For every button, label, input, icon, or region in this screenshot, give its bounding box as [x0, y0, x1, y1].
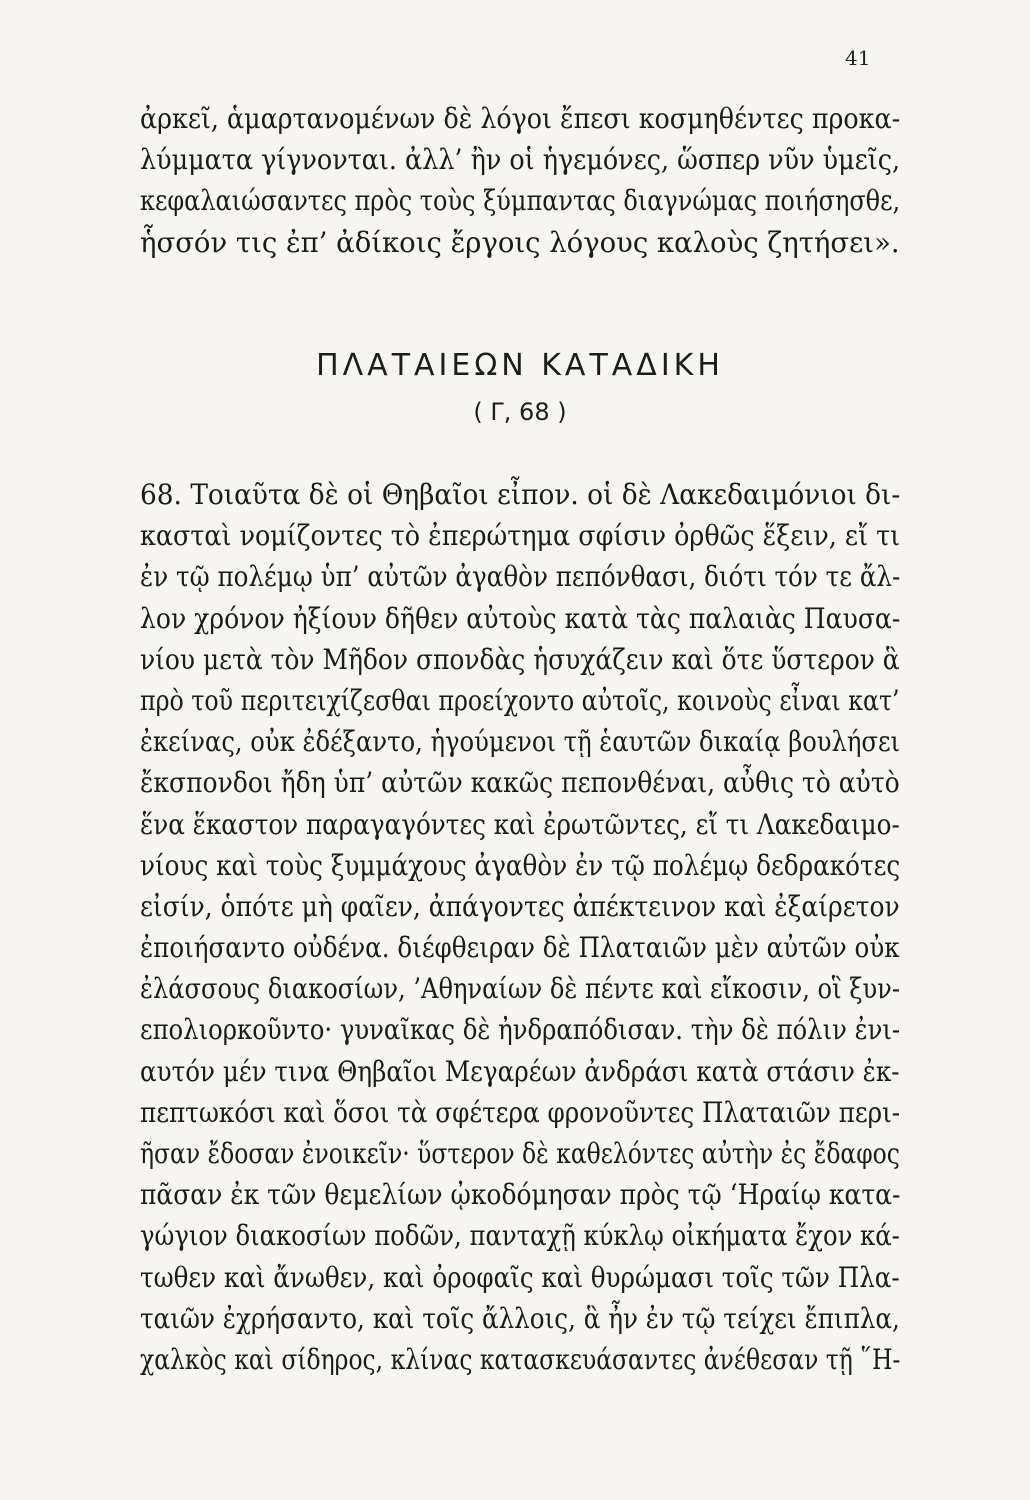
line-text: ἕνα ἕκαστον παραγαγόντες καὶ ἐρωτῶντες, εἴ τι Λακεδαιμο- [140, 807, 900, 841]
text-line [140, 515, 900, 556]
line-text: ἐκείνας, οὐκ ἐδέξαντο, ἡγούμενοι τῇ ἑαυτῶν δικαίᾳ βουλήσει [140, 725, 901, 759]
line-text: επολιορκοῦντο· γυναῖκας δὲ ἠνδραπόδισαν. τὴν δὲ πόλιν ἐνι- [140, 1013, 901, 1047]
text-line [140, 1215, 900, 1256]
line-text: τωθεν καὶ ἄνωθεν, καὶ ὀροφαῖς καὶ θυρώμασι τοῖς τῶν Πλα- [140, 1260, 900, 1294]
text-line [140, 1092, 900, 1133]
line-text: νίους καὶ τοὺς ξυμμάχους ἀγαθὸν ἐν τῷ πολέμῳ δεδρακότες [140, 848, 901, 882]
text-line [140, 721, 900, 762]
text-line [140, 804, 900, 845]
line-text: ἔκσπονδοι ἤδη ὑπ’ αὐτῶν κακῶς πεπονθέναι, αὖθις τὸ αὐτὸ [140, 766, 900, 800]
text-line [140, 927, 900, 968]
line-text: ἀρκεῖ, ἁμαρτανομένων δὲ λόγοι ἔπεσι κοσμηθέντες προκα- [140, 102, 901, 135]
section-body [140, 474, 900, 1380]
text-line [140, 1174, 900, 1215]
page-number: 41 [845, 46, 871, 70]
text-line [140, 222, 900, 263]
line-text: κεφαλαιώσαντες πρὸς τοὺς ξύμπαντας διαγνώμας ποιήσησθε, [140, 184, 901, 218]
text-line [140, 1257, 900, 1298]
line-text: λον χρόνον ἠξίουν δῆθεν αὐτοὺς κατὰ τὰς παλαιὰς Παυσα- [140, 601, 901, 635]
text-line [140, 556, 900, 597]
line-text: πεπτωκόσι καὶ ὅσοι τὰ σφέτερα φρονοῦντες Πλαταιῶν περι- [140, 1095, 901, 1129]
text-line [140, 886, 900, 927]
line-text: ταιῶν ἐχρήσαντο, καὶ τοῖς ἄλλοις, ἃ ἦν ἐν τῷ τείχει ἔπιπλα, [140, 1301, 900, 1335]
line-text: αυτόν μέν τινα Θηβαῖοι Μεγαρέων ἀνδράσι κατὰ στάσιν ἐκ- [140, 1054, 900, 1088]
line-text: νίου μετὰ τὸν Μῆδον σπονδὰς ἡσυχάζειν καὶ ὅτε ὕστερον ἃ [140, 642, 900, 676]
line-text: ἐποιήσαντο οὐδένα. διέφθειραν δὲ Πλαταιῶν μὲν αὐτῶν οὐκ [140, 931, 900, 965]
line-text: ἐλάσσους διακοσίων, ’Αθηναίων δὲ πέντε καὶ εἴκοσιν, οἳ ξυν- [140, 972, 900, 1006]
line-text: ῆσαν ἔδοσαν ἐνοικεῖν· ὕστερον δὲ καθελόντες αὐτὴν ἐς ἔδαφος [140, 1137, 900, 1170]
text-line [140, 680, 900, 721]
line-text: λύμματα γίγνονται. ἀλλ’ ἢν οἱ ἡγεμόνες, ὥσπερ νῦν ὑμεῖς, [140, 143, 901, 177]
text-line [140, 598, 900, 639]
line-text: πᾶσαν ἐκ τῶν θεμελίων ᾠκοδόμησαν πρὸς τῷ ‘Ηραίῳ κατα- [140, 1178, 901, 1212]
text-line [140, 98, 900, 139]
line-text: χαλκὸς καὶ σίδηρος, κλίνας κατασκευάσαντες ἀνέθεσαν τῇ ῞Η- [140, 1342, 901, 1376]
text-line [140, 474, 900, 515]
text-line [140, 139, 900, 180]
text-line [140, 639, 900, 680]
line-text: ἧσσόν τις ἐπ’ ἀδίκοις ἔργοις λόγους καλοὺς ζητήσει». [140, 225, 900, 259]
text-line [140, 1339, 900, 1380]
text-line [140, 1133, 900, 1174]
section-reference: ( Γ, 68 ) [473, 398, 567, 426]
section-title: ΠΛΑΤΑΙΕΩΝ ΚΑΤΑΔΙΚΗ [316, 348, 724, 383]
preceding-paragraph [140, 98, 900, 263]
line-text: κασταὶ νομίζοντες τὸ ἐπερώτημα σφίσιν ὀρθῶς ἕξειν, εἴ τι [140, 519, 901, 553]
text-line [140, 1009, 900, 1050]
line-text: πρὸ τοῦ περιτειχίζεσθαι προείχοντο αὐτοῖς, κοινοὺς εἶναι κατ’ [140, 683, 900, 717]
line-text: 68. Τοιαῦτα δὲ οἱ Θηβαῖοι εἶπον. οἱ δὲ Λακεδαιμόνιοι δι- [140, 478, 901, 511]
line-text: ἐν τῷ πολέμῳ ὑπ’ αὐτῶν ἀγαθὸν πεπόνθασι, διότι τόν τε ἄλ- [140, 560, 901, 594]
text-line [140, 968, 900, 1009]
text-line [140, 845, 900, 886]
line-text: γώγιον διακοσίων ποδῶν, πανταχῇ κύκλῳ οἰκήματα ἔχον κά- [140, 1219, 900, 1253]
text-line [140, 1298, 900, 1339]
line-text: εἰσίν, ὁπότε μὴ φαῖεν, ἀπάγοντες ἀπέκτεινον καὶ ἐξαίρετον [140, 889, 900, 923]
text-line [140, 180, 900, 221]
text-line [140, 1051, 900, 1092]
text-line [140, 762, 900, 803]
